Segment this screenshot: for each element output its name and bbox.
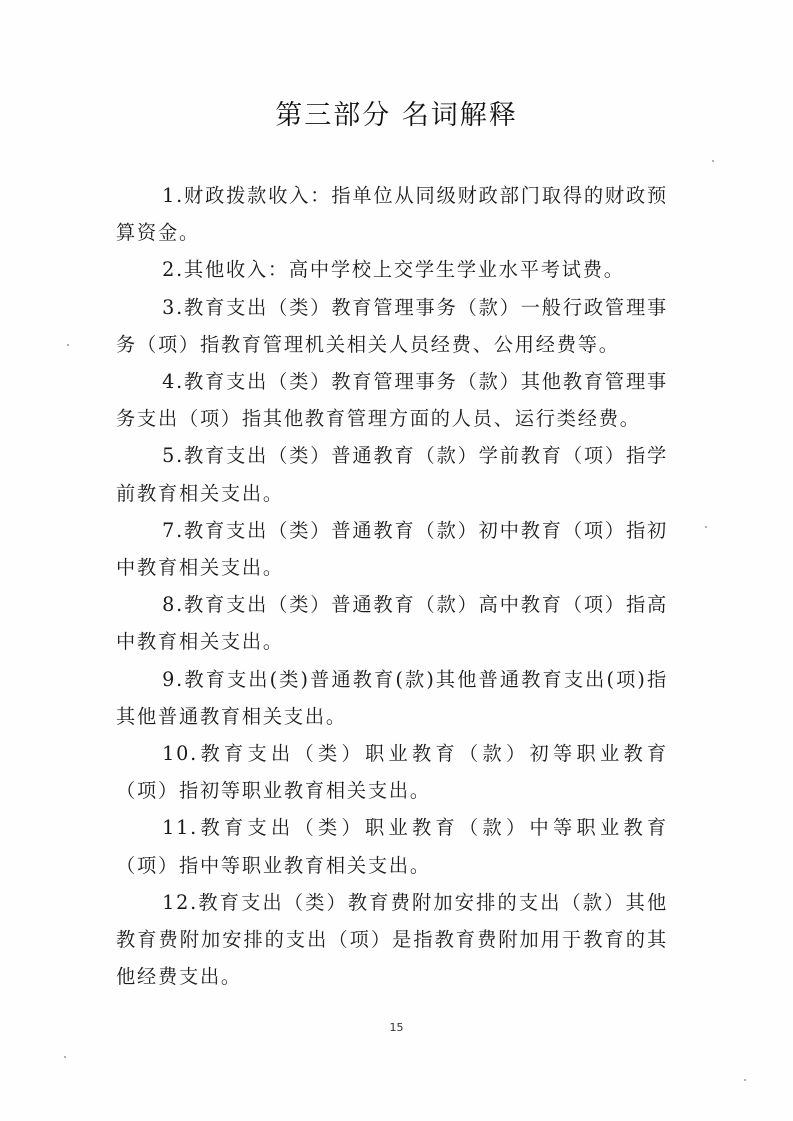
scan-speck xyxy=(67,344,69,346)
glossary-item: 12.教育支出（类）教育费附加安排的支出（款）其他教育费附加安排的支出（项）是指教育费附加用于教育的其他经费支出。 xyxy=(116,890,668,989)
scan-speck xyxy=(64,1056,66,1058)
glossary-body xyxy=(116,177,668,995)
glossary-item: 2.其他收入：高中学校上交学生学业水平考试费。 xyxy=(162,258,625,282)
scan-speck xyxy=(712,160,714,162)
glossary-item: 8.教育支出（类）普通教育（款）高中教育（项）指高中教育相关支出。 xyxy=(116,593,668,654)
glossary-item: 5.教育支出（类）普通教育（款）学前教育（项）指学前教育相关支出。 xyxy=(116,444,668,505)
page-number: 15 xyxy=(389,1021,404,1034)
glossary-item: 3.教育支出（类）教育管理事务（款）一般行政管理事务（项）指教育管理机关相关人员经费、公用经费等。 xyxy=(116,295,668,356)
glossary-item: 1.财政拨款收入：指单位从同级财政部门取得的财政预算资金。 xyxy=(116,184,668,245)
glossary-item: 11.教育支出（类）职业教育（款）中等职业教育（项）指中等职业教育相关支出。 xyxy=(116,816,668,877)
page-title: 第三部分 名词解释 xyxy=(275,100,518,131)
glossary-item: 9.教育支出(类)普通教育(款)其他普通教育支出(项)指其他普通教育相关支出。 xyxy=(116,667,668,728)
glossary-item: 4.教育支出（类）教育管理事务（款）其他教育管理事务支出（项）指其他教育管理方面的人员、运行类经费。 xyxy=(116,370,668,431)
scan-speck xyxy=(705,526,707,528)
glossary-item: 10.教育支出（类）职业教育（款）初等职业教育（项）指初等职业教育相关支出。 xyxy=(116,742,668,803)
scan-speck xyxy=(744,1079,746,1081)
glossary-item: 7.教育支出（类）普通教育（款）初中教育（项）指初中教育相关支出。 xyxy=(116,518,668,580)
